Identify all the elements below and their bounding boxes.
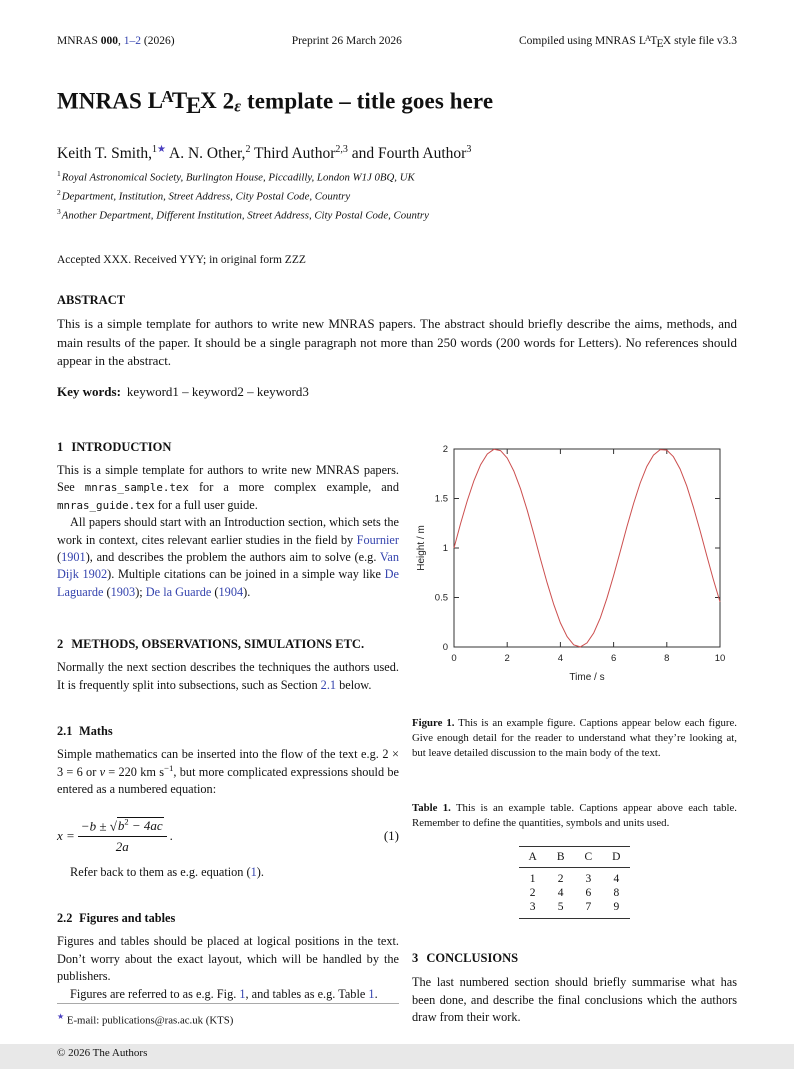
text-segment: v: [99, 764, 106, 779]
y-tick-label: 0.5: [434, 592, 448, 604]
table-row: [519, 900, 631, 919]
equation-fraction: $\frac{-b \pm √b^2 - 4ac}{2a}$: [78, 817, 167, 855]
text-segment: , and tables as e.g. Table: [245, 986, 369, 1001]
text-segment: ).: [243, 584, 251, 599]
author-name: and Fourth Author: [347, 144, 467, 162]
example-figure-plot: [412, 440, 738, 692]
table-cell: 2: [557, 873, 564, 886]
text-segment: = 220 km s: [105, 764, 164, 779]
header-year: (2026): [141, 35, 175, 48]
corresponding-author-star[interactable]: ★: [157, 143, 166, 155]
footnote-email-text[interactable]: E-mail: publications@ras.ac.uk (KTS): [64, 1014, 234, 1027]
radicand: $b^2 - 4ac$: [117, 816, 163, 833]
y-tick-label: 2: [442, 443, 448, 455]
table-cell: 5: [557, 901, 564, 914]
copyright-line: © 2026 The Authors: [57, 1046, 148, 1059]
section-heading-conclusions: 3 CONCLUSIONS: [412, 951, 519, 966]
table-caption: [412, 801, 737, 831]
conclusions-paragraph: The last numbered section should briefly summarise what has been done, and describe the final conclusions which the authors draw from their work.: [412, 975, 737, 1025]
x-tick-label: 2: [504, 652, 510, 664]
affiliation-line: $^2$Department, Institution, Street Address, City Postal Code, Country: [57, 187, 351, 203]
table-cell: 2: [529, 887, 536, 900]
x-tick-label: 8: [664, 652, 670, 664]
affiliation-line: $^1$Royal Astronomical Society, Burlington House, Piccadilly, London W1J 0BQ, UK: [57, 168, 415, 184]
text-segment: mnras_sample.tex: [84, 481, 189, 495]
y-axis-label: Height / m: [416, 524, 427, 571]
footnote-block: [57, 1003, 399, 1069]
affiliations-list: [57, 168, 737, 225]
table-header-cell: B: [547, 847, 575, 868]
citation-link[interactable]: 1: [368, 986, 375, 1001]
citation-link[interactable]: De la Guarde: [145, 584, 212, 599]
author-name: Keith T. Smith,: [57, 144, 153, 162]
section-heading-introduction: 1 INTRODUCTION: [57, 439, 172, 454]
x-tick-label: 6: [610, 652, 617, 664]
citation-link[interactable]: Van Dijk 1902: [57, 550, 399, 582]
keywords-line: [57, 384, 737, 400]
citation-link[interactable]: 1903: [110, 584, 136, 599]
methods-paragraph: [57, 659, 399, 694]
table-cell: 3: [585, 873, 592, 886]
figtab-paragraph-1: Figures and tables should be placed at logical positions in the text. Don’t worry about the exact layout, which will be handled by the publishers.: [57, 934, 399, 984]
citation-link[interactable]: 2.1: [320, 677, 337, 692]
y-tick-label: 1.5: [434, 493, 448, 505]
table-caption-label: Table 1.: [412, 802, 451, 815]
table-caption-text: This is an example table. Captions appear above each table. Remember to define the quantities, symbols and units used.: [412, 802, 737, 830]
citation-link[interactable]: 1: [239, 986, 246, 1001]
two-column-body: [57, 439, 737, 1059]
abstract-text: This is a simple template for authors to write new MNRAS papers. The abstract should briefly describe the aims, methods, and main results of the paper. It should be a single paragraph not more than 250 words (200 words for Letters). No references should appear in the abstract.: [57, 316, 737, 369]
latex-logo: $L^ATEX$: [638, 34, 672, 50]
author-affiliation-ref: 2,3: [335, 143, 348, 155]
intro-paragraph-2: [57, 514, 399, 601]
x-tick-label: 10: [714, 652, 726, 664]
author-affiliation-ref: 2: [245, 143, 251, 155]
text-segment: below.: [336, 677, 372, 692]
text-segment: .: [374, 986, 378, 1001]
text-segment: , but more complicated expressions should be entered as a numbered equation:: [57, 764, 399, 797]
figure-1: [412, 440, 737, 692]
citation-link[interactable]: De Laguarde: [57, 567, 400, 599]
author-affiliation-ref: 1★: [152, 143, 166, 155]
table-header-cell: D: [602, 847, 630, 868]
table-cell: 4: [557, 887, 564, 900]
latex2e-epsilon: ε: [234, 95, 242, 115]
author-affiliation-ref: 3: [466, 143, 472, 155]
maths-paragraph: [57, 746, 399, 798]
refer-paragraph: [57, 864, 399, 881]
author-name: Third Author: [250, 144, 336, 162]
table-body: [519, 868, 631, 919]
table-cell: 1: [529, 873, 536, 886]
table-cell: 7: [585, 901, 592, 914]
text-segment: This is a simple template for authors to write new MNRAS papers. See: [57, 462, 399, 495]
x-tick-label: 4: [557, 652, 564, 664]
table-header-row: [519, 847, 631, 868]
table-cell: 6: [585, 887, 592, 900]
running-header: [57, 34, 737, 50]
subsection-heading-maths: 2.1 Maths: [57, 724, 113, 739]
text-segment: (: [103, 584, 111, 599]
table-cell: 8: [613, 887, 620, 900]
text-segment: for a more complex example, and: [188, 480, 399, 495]
table-row: [519, 886, 631, 900]
text-segment: Figures are referred to as e.g. Fig.: [70, 986, 240, 1001]
header-right-prefix: Compiled using MNRAS: [519, 35, 639, 48]
table-cell: 4: [613, 873, 620, 886]
figtab-paragraph-2: [57, 986, 399, 1003]
intro-paragraph-1: [57, 462, 399, 514]
subsection-heading-figures-tables: 2.2 Figures and tables: [57, 911, 176, 926]
left-column: [57, 439, 400, 1059]
citation-link[interactable]: Fournier: [356, 532, 399, 547]
figure-caption: [412, 716, 737, 761]
text-segment: (: [57, 550, 62, 565]
sqrt-sign: √: [109, 817, 117, 833]
x-tick-label: 0: [451, 652, 457, 664]
equation-lhs: x =: [57, 827, 75, 843]
figure-caption-label: Figure 1.: [412, 716, 455, 729]
text-segment: );: [135, 584, 146, 599]
equation-1: [57, 817, 399, 855]
header-center: Preprint 26 March 2026: [291, 35, 402, 48]
text-segment: (: [211, 584, 219, 599]
text-segment: Normally the next section describes the techniques the authors used. It is frequently split into subsections, such as Section: [57, 660, 399, 692]
text-segment: for a full user guide.: [154, 497, 258, 512]
affiliation-line: $^3$Another Department, Different Institution, Street Address, City Postal Code, Country: [57, 206, 429, 222]
header-right-suffix: style file v3.3: [671, 35, 737, 48]
paper-title: MNRAS $L^ATEX$ 2ε template – title goes here: [57, 86, 494, 118]
page-range-link[interactable]: 1–2: [123, 35, 142, 48]
right-column: [412, 440, 737, 1054]
keywords-label: Key words:: [57, 383, 121, 399]
keywords-text: keyword1 – keyword2 – keyword3: [126, 383, 309, 399]
author-name: A. N. Other,: [165, 144, 246, 162]
table-header-cell: A: [519, 847, 547, 868]
sine-curve: [454, 449, 720, 647]
y-tick-label: 1: [442, 542, 448, 554]
table-row: [519, 868, 631, 887]
volume-number: 000: [100, 35, 119, 48]
text-segment: ).: [256, 864, 264, 879]
text-segment: mnras_guide.tex: [57, 498, 155, 512]
citation-link[interactable]: 1: [250, 864, 257, 879]
latex-logo: $L^ATEX$: [147, 86, 217, 118]
equation-number: (1): [383, 827, 399, 843]
table-cell: 9: [613, 901, 620, 914]
y-tick-label: 0: [442, 641, 448, 653]
plot-frame: [454, 449, 720, 647]
authors-line: [57, 144, 737, 163]
email-footnote[interactable]: [57, 1012, 399, 1027]
table-header-cell: C: [575, 847, 603, 868]
journal-name: MNRAS: [57, 35, 101, 48]
text-segment: Simple mathematics can be inserted into the flow of the text e.g. 2 × 3 = 6 or: [57, 747, 399, 779]
abstract-heading: ABSTRACT: [57, 293, 126, 308]
footnote-rule: [57, 1003, 399, 1004]
header-separator: ,: [118, 35, 124, 48]
dates-line: Accepted XXX. Received YYY; in original form ZZZ: [57, 254, 306, 267]
header-right: [519, 34, 737, 50]
footnote-star: ★: [57, 1012, 65, 1022]
citation-link[interactable]: 1904: [218, 584, 244, 599]
header-left: [57, 35, 175, 47]
x-axis-label: Time / s: [569, 671, 605, 683]
figure-caption-text: This is an example figure. Captions appear below each figure. Give enough detail for the reader to understand what they’re looking at, but leave detailed discussion to the main body of the text.: [412, 716, 737, 759]
section-heading-methods: 2 METHODS, OBSERVATIONS, SIMULATIONS ETC.: [57, 637, 365, 652]
citation-link[interactable]: 1901: [61, 550, 86, 565]
text-segment: ), and describes the problem the authors aim to solve (e.g.: [85, 550, 380, 565]
table-cell: 3: [529, 901, 536, 914]
text-segment: All papers should start with an Introduction section, which sets the work in context, cites relevant earlier studies in the field by: [57, 515, 399, 547]
example-table: [519, 846, 631, 919]
text-segment: Refer back to them as e.g. equation (: [70, 864, 251, 879]
text-segment: ). Multiple citations can be joined in a simple way like: [107, 567, 385, 582]
equation-period: .: [169, 827, 173, 843]
text-segment: −1: [164, 762, 174, 773]
